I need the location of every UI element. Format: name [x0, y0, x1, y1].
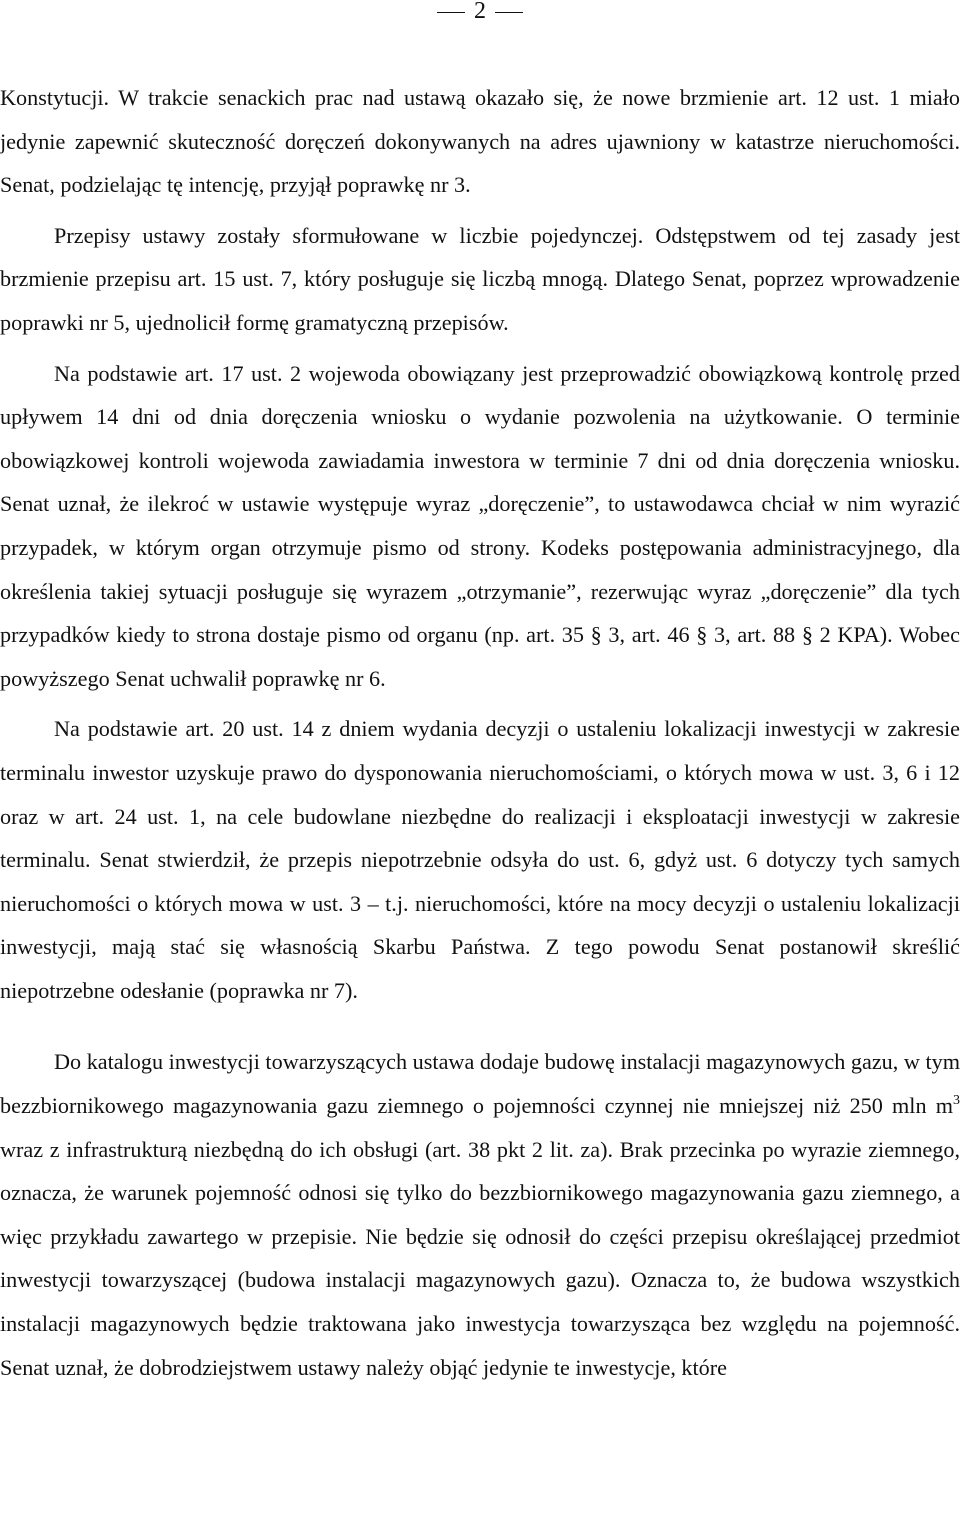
paragraph-inwestycje-towarzyszace [0, 1040, 960, 1389]
paragraph-inwestycje-part-1: Do katalogu inwestycji towarzyszących ustawa dodaje budowę instalacji magazynowych gazu, w tym bezzbiornikowego magazynowania gazu ziemnego o pojemności czynnej nie mniejszej niż 250 mln m [0, 1049, 960, 1119]
page-number-value: 2 [474, 0, 486, 24]
paragraph-art-17: Na podstawie art. 17 ust. 2 wojewoda obowiązany jest przeprowadzić obowiązkową kontrolę przed upływem 14 dni od dnia doręczenia wniosku o wydanie pozwolenia na użytkowanie. O terminie obowiązkowej kontroli wojewoda zawiadamia inwestora w terminie 7 dni od dnia doręczenia wniosku. Senat uznał, że ilekroć w ustawie występuje wyraz „doręczenie”, to ustawodawca chciał w nim wyrazić przypadek, w którym organ otrzymuje pismo od strony. Kodeks postępowania administracyjnego, dla określenia takiej sytuacji posługuje się wyrazem „otrzymanie”, rezerwując wyraz „doręczenie” dla tych przypadków kiedy to strona dostaje pismo od organu (np. art. 35 § 3, art. 46 § 3, art. 88 § 2 KPA). Wobec powyższego Senat uchwalił poprawkę nr 6. [0, 360, 960, 691]
superscript-cubic: 3 [953, 1093, 960, 1109]
paragraph-art-20: Na podstawie art. 20 ust. 14 z dniem wydania decyzji o ustaleniu lokalizacji inwestycji w zakresie terminalu inwestor uzyskuje prawo do dysponowania nieruchomościami, o których mowa w ust. 3, 6 i 12 oraz w art. 24 ust. 1, na cele budowlane niezbędne do realizacji i eksploatacji inwestycji w zakresie terminalu. Senat stwierdził, że przepis niepotrzebnie odsyła do ust. 6, gdyż ust. 6 dotyczy tych samych nieruchomości o których mowa w ust. 3 – t.j. nieruchomości, które na mocy decyzji o ustaleniu lokalizacji inwestycji, mają stać się własnością Skarbu Państwa. Z tego powodu Senat postanowił skreślić niepotrzebne odesłanie (poprawka nr 7). [0, 716, 960, 1003]
page-number [0, 0, 960, 28]
page-number-dash-right [495, 12, 523, 14]
page-number-dash-left [437, 12, 465, 14]
paragraph-inwestycje-part-2: wraz z infrastrukturą niezbędną do ich obsługi (art. 38 pkt 2 lit. za). Brak przecinka po wyrazie ziemnego, oznacza, że warunek pojemność odnosi się tylko do bezzbiornikowego magazynowania gazu ziemnego, a więc przykładu zawartego w przepisie. Nie będzie się odnosił do części przepisu określającej przedmiot inwestycji towarzyszącej (budowa instalacji magazynowych gazu). Oznacza to, że budowa wszystkich instalacji magazynowych będzie traktowana jako inwestycja towarzysząca bez względu na pojemność. Senat uznał, że dobrodziejstwem ustawy należy objąć jedynie te inwestycje, które [0, 1136, 960, 1380]
paragraph-konstytucji: Konstytucji. W trakcie senackich prac nad ustawą okazało się, że nowe brzmienie art. 12 ust. 1 miało jedynie zapewnić skuteczność doręczeń dokonywanych na adres ujawniony w katastrze nieruchomości. Senat, podzielając tę intencję, przyjął poprawkę nr 3. [0, 85, 960, 198]
document-body [0, 76, 960, 1389]
paragraph-liczba-pojedyncza: Przepisy ustawy zostały sformułowane w liczbie pojedynczej. Odstępstwem od tej zasady jest brzmienie przepisu art. 15 ust. 7, który posługuje się liczbą mnogą. Dlatego Senat, poprzez wprowadzenie poprawki nr 5, ujednolicił formę gramatyczną przepisów. [0, 222, 960, 335]
